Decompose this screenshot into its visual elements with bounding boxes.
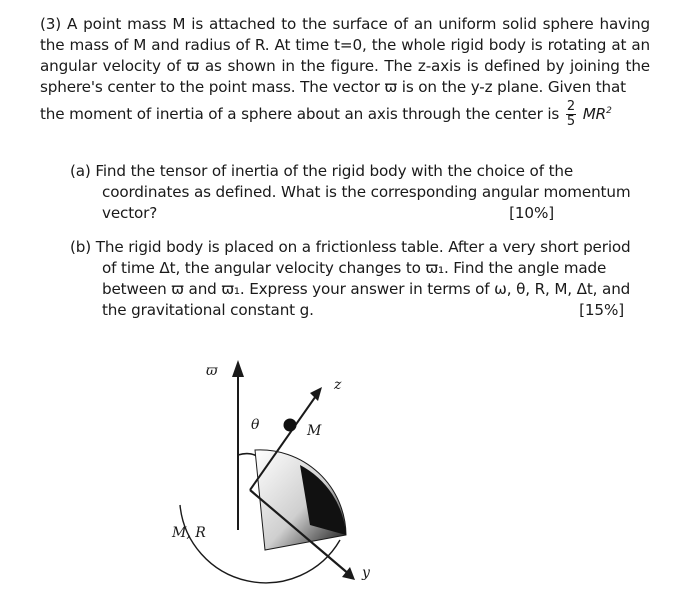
part-a-line-3 [70,203,640,224]
y-axis-label: y [362,565,370,581]
omega-label: ϖ [206,363,218,379]
inertia-text: the moment of inertia of a sphere about an axis through the center is [40,105,560,123]
problem-intro-text: (3) A point mass M is attached to the surface of an uniform solid sphere having the mass of M and radius of R. At time t=0, the whole rigid body is rotating at an angular velocity of ϖ as shown in the figure. The z-axis is defined by joining the sphere's center to the point mass. The vector ϖ is on the y-z plane. Given that [40,15,650,96]
part-a-line-3-text: vector? [102,204,158,222]
fraction-numerator: 2 [566,99,576,114]
part-b-line-1: (b) The rigid body is placed on a frictionless table. After a very short period [70,238,631,256]
part-a [70,161,640,224]
part-b-marks: [15%] [579,301,624,319]
problem-intro [40,14,650,98]
sphere-figure [150,355,410,595]
part-b-line-3: between ϖ and ϖ₁. Express your answer in terms of ω, θ, R, M, Δt, and [102,280,631,298]
z-axis-arrowhead-icon [310,387,322,401]
part-b-line-4-text: the gravitational constant g. [102,301,314,319]
theta-label: θ [251,417,260,433]
point-mass-dot [284,419,297,432]
part-a-marks: [10%] [509,204,554,222]
body-label: M, R [172,525,206,541]
inertia-fraction [566,100,576,129]
part-b-line-2: of time Δt, the angular velocity changes to ϖ₁. Find the angle made [102,259,607,277]
part-a-line-1: (a) Find the tensor of inertia of the rigid body with the choice of the [70,162,574,180]
problem-statement [40,14,650,129]
inertia-expr: MR [582,105,607,123]
omega-arrowhead-icon [232,360,244,377]
sphere-diagram [150,355,410,595]
inertia-exponent: 2 [606,105,612,116]
inertia-expression [583,105,612,123]
inertia-line [40,100,650,129]
mass-label: M [307,423,322,439]
fraction-denominator: 5 [566,114,576,129]
part-a-line-2: coordinates as defined. What is the corresponding angular momentum [102,183,631,201]
z-axis-label: z [334,377,342,393]
part-b [70,237,640,321]
part-b-line-4 [70,300,640,321]
